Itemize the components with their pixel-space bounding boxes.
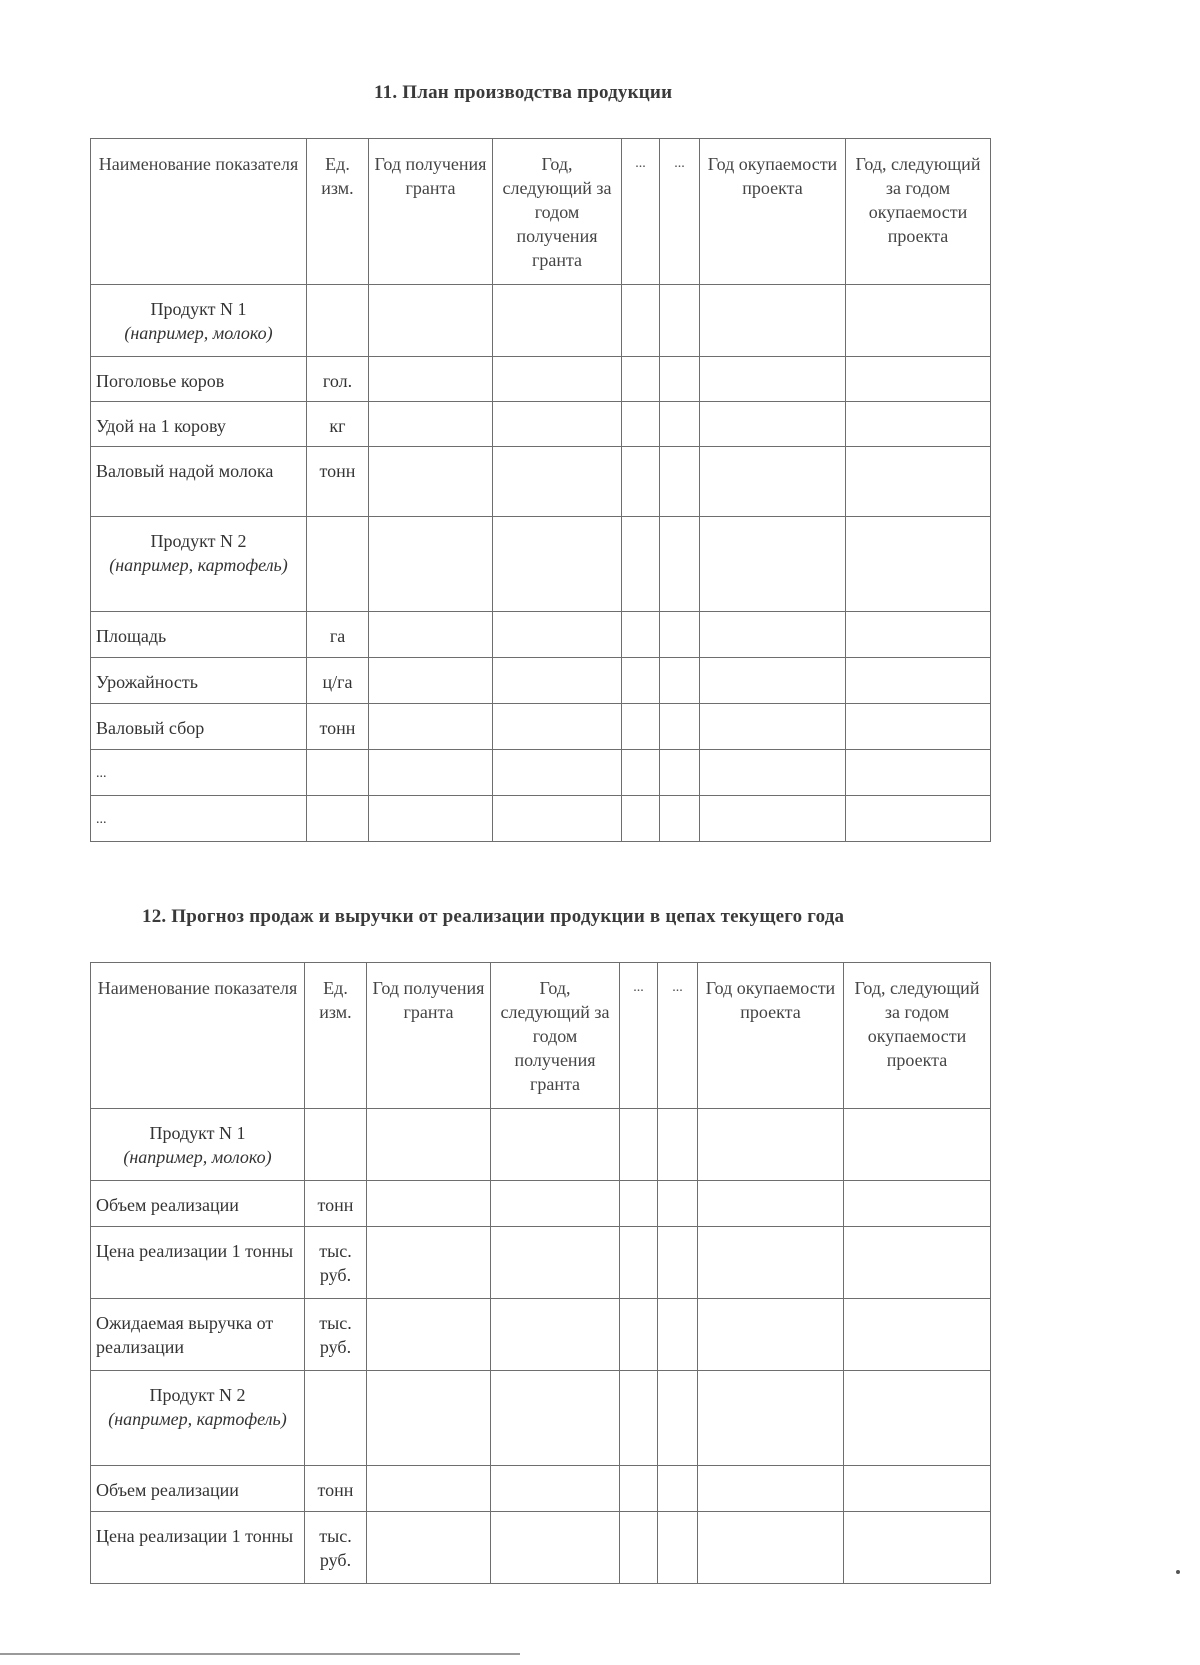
header-indicator-name: Наименование показателя [91, 963, 305, 1109]
value-cell [844, 1466, 991, 1512]
value-cell [367, 1512, 491, 1584]
value-cell [660, 285, 700, 357]
value-cell [367, 1181, 491, 1227]
value-cell [698, 1466, 844, 1512]
table-row [91, 704, 991, 750]
header-grant-year: Год получения гранта [369, 139, 493, 285]
row-unit-cell [305, 1371, 367, 1466]
value-cell [700, 447, 846, 517]
row-unit-cell [307, 750, 369, 796]
header-ellipsis-1: ... [620, 963, 658, 1109]
value-cell [658, 1109, 698, 1181]
value-cell [493, 357, 622, 402]
value-cell [369, 402, 493, 447]
value-cell [846, 402, 991, 447]
value-cell [493, 704, 622, 750]
row-name-cell: Урожайность [91, 658, 307, 704]
value-cell [698, 1181, 844, 1227]
row-name-cell: Ожидаемая выручка от реализации [91, 1299, 305, 1371]
scan-edge-line [0, 1653, 520, 1655]
row-unit-cell: тыс. руб. [305, 1227, 367, 1299]
header-unit: Ед. изм. [305, 963, 367, 1109]
value-cell [369, 750, 493, 796]
row-name-cell: Цена реализации 1 тонны [91, 1512, 305, 1584]
value-cell [620, 1181, 658, 1227]
header-ellipsis-2: ... [660, 139, 700, 285]
scan-speck [1176, 1570, 1180, 1574]
row-unit-cell [307, 285, 369, 357]
value-cell [660, 402, 700, 447]
value-cell [700, 517, 846, 612]
value-cell [620, 1227, 658, 1299]
row-unit-cell: гол. [307, 357, 369, 402]
row-name-cell: Поголовье коров [91, 357, 307, 402]
row-unit-cell: тыс. руб. [305, 1512, 367, 1584]
value-cell [493, 517, 622, 612]
value-cell [491, 1227, 620, 1299]
row-name-cell: Цена реализации 1 тонны [91, 1227, 305, 1299]
value-cell [846, 612, 991, 658]
header-unit: Ед. изм. [307, 139, 369, 285]
value-cell [844, 1371, 991, 1466]
value-cell [367, 1466, 491, 1512]
header-year-after-payback: Год, следующий за годом окупаемости проекта [844, 963, 991, 1109]
value-cell [844, 1181, 991, 1227]
value-cell [491, 1466, 620, 1512]
header-grant-year: Год получения гранта [367, 963, 491, 1109]
production-plan-table [90, 138, 991, 842]
value-cell [846, 357, 991, 402]
value-cell [658, 1299, 698, 1371]
value-cell [493, 612, 622, 658]
value-cell [369, 658, 493, 704]
table-row [91, 1299, 991, 1371]
row-name-cell: Площадь [91, 612, 307, 658]
row-name-cell: ... [91, 750, 307, 796]
value-cell [700, 357, 846, 402]
value-cell [698, 1299, 844, 1371]
value-cell [660, 704, 700, 750]
table-row [91, 1371, 991, 1466]
value-cell [622, 612, 660, 658]
value-cell [622, 447, 660, 517]
header-year-after-grant: Год, следующий за годом получения гранта [493, 139, 622, 285]
value-cell [622, 796, 660, 842]
value-cell [658, 1371, 698, 1466]
row-unit-cell [307, 796, 369, 842]
value-cell [367, 1371, 491, 1466]
value-cell [493, 447, 622, 517]
value-cell [491, 1109, 620, 1181]
value-cell [660, 658, 700, 704]
value-cell [700, 704, 846, 750]
value-cell [622, 750, 660, 796]
row-unit-cell [305, 1109, 367, 1181]
value-cell [844, 1227, 991, 1299]
value-cell [660, 447, 700, 517]
value-cell [369, 704, 493, 750]
table-row [91, 402, 991, 447]
value-cell [493, 658, 622, 704]
value-cell [491, 1299, 620, 1371]
value-cell [367, 1109, 491, 1181]
table-row [91, 658, 991, 704]
header-ellipsis-1: ... [622, 139, 660, 285]
row-unit-cell [307, 517, 369, 612]
header-payback-year: Год окупаемости проекта [698, 963, 844, 1109]
header-ellipsis-2: ... [658, 963, 698, 1109]
value-cell [698, 1227, 844, 1299]
row-unit-cell: га [307, 612, 369, 658]
header-year-after-grant: Год, следующий за годом получения гранта [491, 963, 620, 1109]
table-row [91, 357, 991, 402]
value-cell [369, 447, 493, 517]
value-cell [698, 1512, 844, 1584]
value-cell [700, 658, 846, 704]
table-header-row [91, 139, 991, 285]
row-unit-cell: тонн [307, 447, 369, 517]
table-row [91, 1227, 991, 1299]
value-cell [700, 796, 846, 842]
table-row [91, 1466, 991, 1512]
header-year-after-payback: Год, следующий за годом окупаемости проекта [846, 139, 991, 285]
row-name-cell: Продукт N 2 (например, картофель) [91, 517, 307, 612]
value-cell [493, 285, 622, 357]
value-cell [660, 750, 700, 796]
value-cell [622, 357, 660, 402]
row-unit-cell: тонн [305, 1181, 367, 1227]
value-cell [700, 285, 846, 357]
value-cell [369, 517, 493, 612]
value-cell [622, 402, 660, 447]
value-cell [658, 1512, 698, 1584]
row-unit-cell: кг [307, 402, 369, 447]
section-11-title: 11. План производства продукции [374, 82, 673, 103]
row-name-cell: Валовый надой молока [91, 447, 307, 517]
row-name-cell: Продукт N 1 (например, молоко) [91, 285, 307, 357]
value-cell [698, 1371, 844, 1466]
row-name-cell: ... [91, 796, 307, 842]
value-cell [844, 1109, 991, 1181]
table-row [91, 517, 991, 612]
value-cell [844, 1512, 991, 1584]
row-name-cell: Объем реализации [91, 1181, 305, 1227]
value-cell [700, 750, 846, 796]
value-cell [620, 1371, 658, 1466]
value-cell [700, 402, 846, 447]
value-cell [493, 750, 622, 796]
row-name-cell: Продукт N 1 (например, молоко) [91, 1109, 305, 1181]
value-cell [493, 402, 622, 447]
table-row [91, 1109, 991, 1181]
value-cell [367, 1299, 491, 1371]
value-cell [698, 1109, 844, 1181]
value-cell [620, 1512, 658, 1584]
table-row [91, 1512, 991, 1584]
row-unit-cell: ц/га [307, 658, 369, 704]
value-cell [700, 612, 846, 658]
value-cell [491, 1512, 620, 1584]
header-payback-year: Год окупаемости проекта [700, 139, 846, 285]
value-cell [620, 1299, 658, 1371]
row-name-cell: Объем реализации [91, 1466, 305, 1512]
value-cell [846, 285, 991, 357]
row-name-cell: Продукт N 2 (например, картофель) [91, 1371, 305, 1466]
value-cell [367, 1227, 491, 1299]
value-cell [658, 1227, 698, 1299]
value-cell [622, 285, 660, 357]
value-cell [658, 1181, 698, 1227]
value-cell [620, 1466, 658, 1512]
value-cell [846, 796, 991, 842]
value-cell [369, 357, 493, 402]
value-cell [622, 658, 660, 704]
row-unit-cell: тыс. руб. [305, 1299, 367, 1371]
row-name-cell: Валовый сбор [91, 704, 307, 750]
table-row [91, 612, 991, 658]
section-12-title: 12. Прогноз продаж и выручки от реализации продукции в цепах текущего года [142, 906, 845, 927]
value-cell [846, 658, 991, 704]
value-cell [491, 1371, 620, 1466]
value-cell [491, 1181, 620, 1227]
sales-forecast-table [90, 962, 991, 1584]
value-cell [622, 704, 660, 750]
value-cell [369, 285, 493, 357]
table-row [91, 750, 991, 796]
value-cell [660, 357, 700, 402]
header-indicator-name: Наименование показателя [91, 139, 307, 285]
table-row [91, 1181, 991, 1227]
value-cell [844, 1299, 991, 1371]
value-cell [620, 1109, 658, 1181]
value-cell [369, 796, 493, 842]
row-unit-cell: тонн [307, 704, 369, 750]
row-name-cell: Удой на 1 корову [91, 402, 307, 447]
value-cell [846, 704, 991, 750]
value-cell [622, 517, 660, 612]
table-row [91, 796, 991, 842]
value-cell [658, 1466, 698, 1512]
table-row [91, 447, 991, 517]
value-cell [846, 750, 991, 796]
value-cell [846, 517, 991, 612]
value-cell [846, 447, 991, 517]
value-cell [660, 517, 700, 612]
value-cell [660, 796, 700, 842]
value-cell [493, 796, 622, 842]
row-unit-cell: тонн [305, 1466, 367, 1512]
value-cell [660, 612, 700, 658]
value-cell [369, 612, 493, 658]
table-row [91, 285, 991, 357]
table-header-row [91, 963, 991, 1109]
